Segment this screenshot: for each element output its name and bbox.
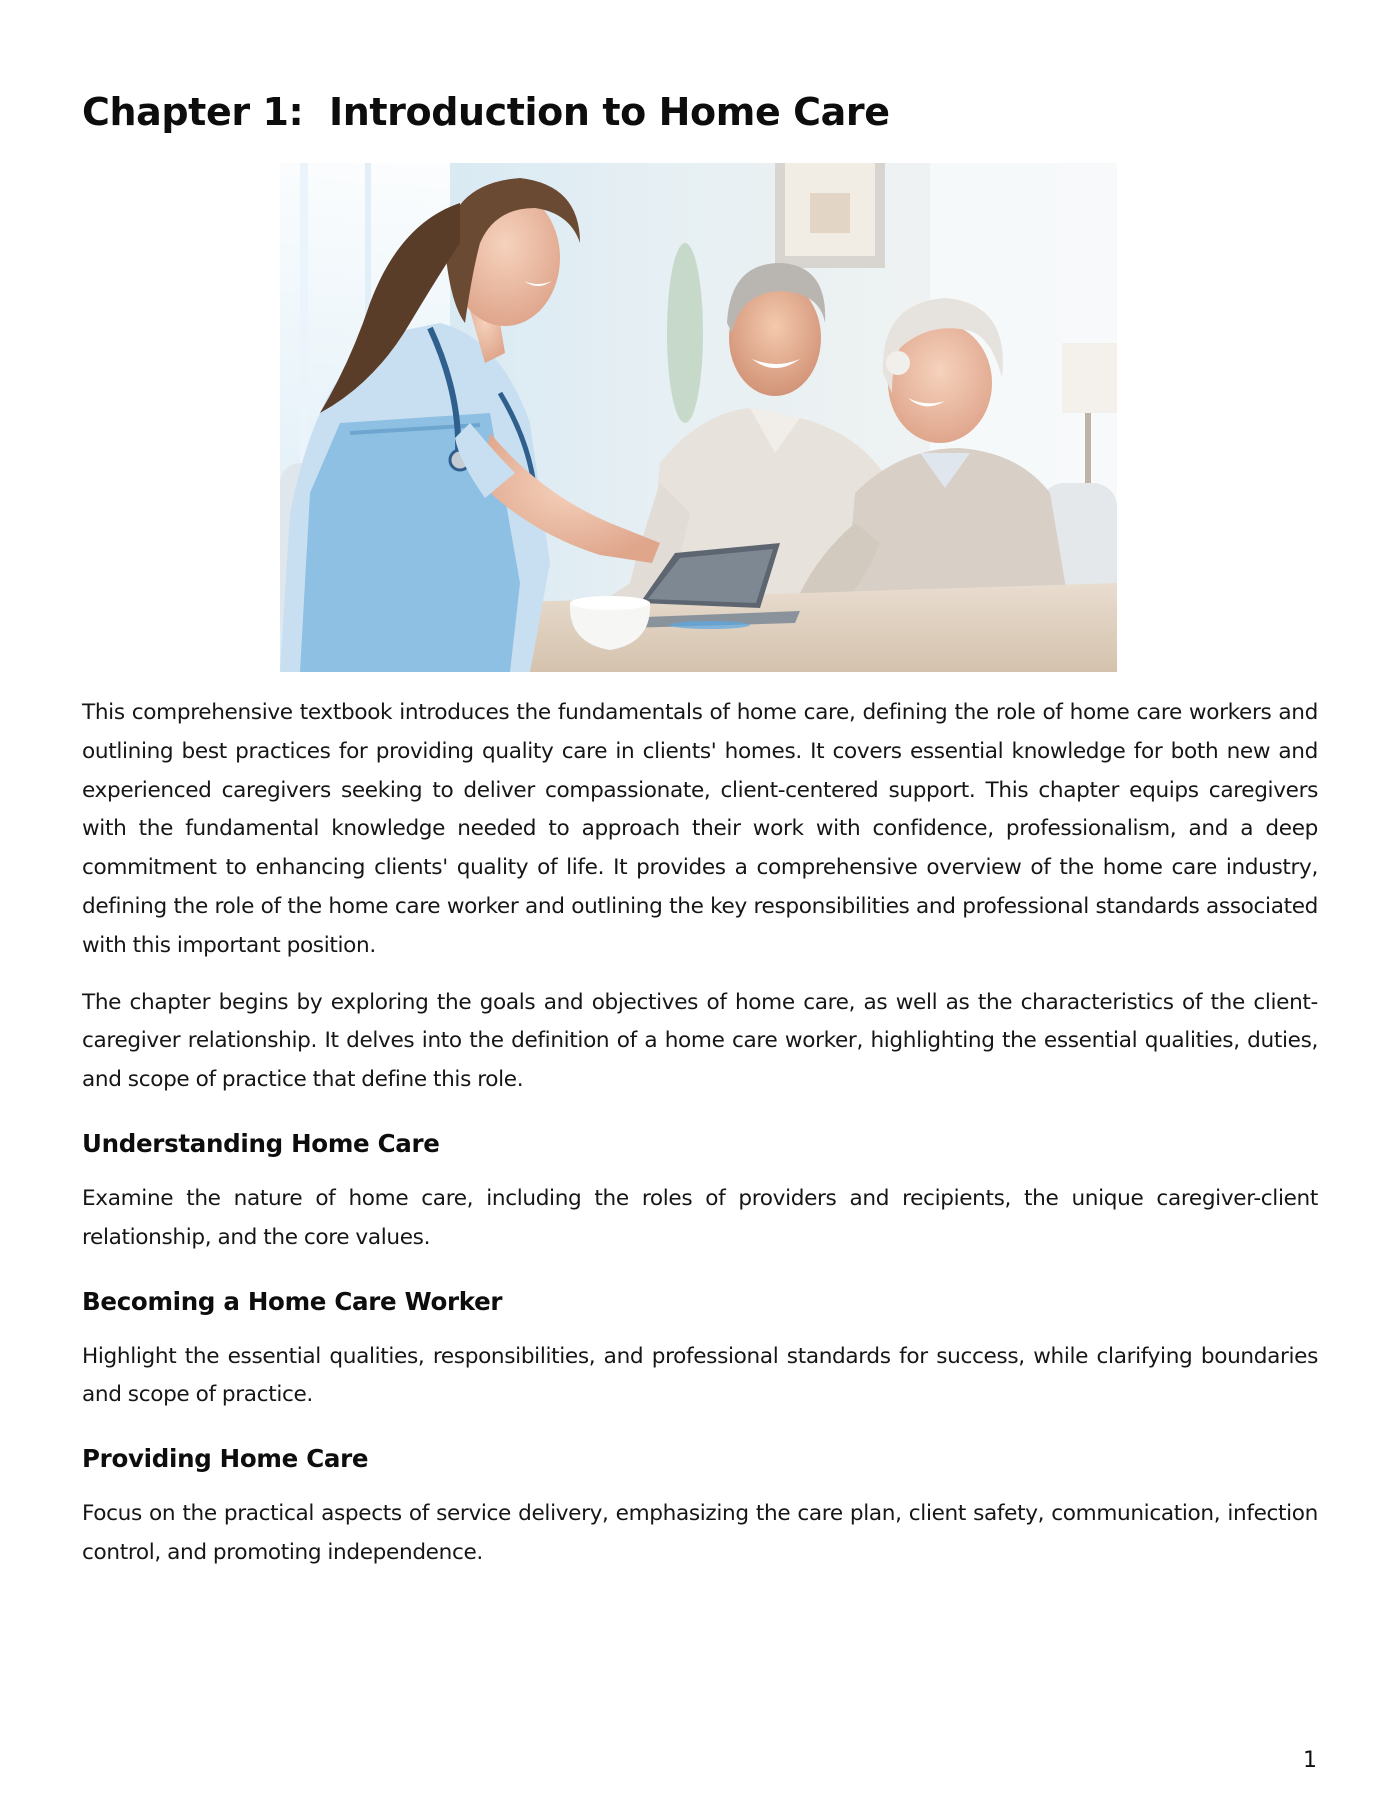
intro-paragraph-2: The chapter begins by exploring the goals and objectives of home care, as well as the characteristics of the client-caregiver relationship. It delves into the definition of a home care worker, highlighting the essential qualities, duties, and scope of practice that define this role. bbox=[82, 989, 1318, 1093]
section-heading-understanding-home-care: Understanding Home Care bbox=[82, 1128, 440, 1158]
chapter-title: Chapter 1: Introduction to Home Care bbox=[82, 90, 890, 134]
photo-illustration bbox=[280, 163, 1117, 672]
section-body-becoming-worker: Highlight the essential qualities, responsibilities, and professional standards for success, while clarifying boundaries and scope of practice. bbox=[82, 1343, 1318, 1408]
chapter-content bbox=[82, 694, 1318, 1591]
intro-paragraph-1: This comprehensive textbook introduces the fundamentals of home care, defining the role of home care workers and outlining best practices for providing quality care in clients' homes. It covers essential knowledge for both new and experienced caregivers seeking to deliver compassionate, client-centered support. This chapter equips caregivers with the fundamental knowledge needed to approach their work with confidence, professionalism, and a deep commitment to enhancing clients' quality of life. It provides a comprehensive overview of the home care industry, defining the role of the home care worker and outlining the key responsibilities and professional standards associated with this important position. bbox=[82, 700, 1318, 958]
section-body-providing-home-care: Focus on the practical aspects of service delivery, emphasizing the care plan, client safety, communication, infection control, and promoting independence. bbox=[82, 1501, 1318, 1565]
section-heading-becoming-worker: Becoming a Home Care Worker bbox=[82, 1286, 503, 1316]
page-number: 1 bbox=[1303, 1748, 1317, 1773]
section-heading-providing-home-care: Providing Home Care bbox=[82, 1444, 369, 1474]
section-body-understanding-home-care: Examine the nature of home care, including the roles of providers and recipients, the unique caregiver-client relationship, and the core values. bbox=[82, 1185, 1318, 1250]
hero-photo bbox=[280, 163, 1117, 672]
